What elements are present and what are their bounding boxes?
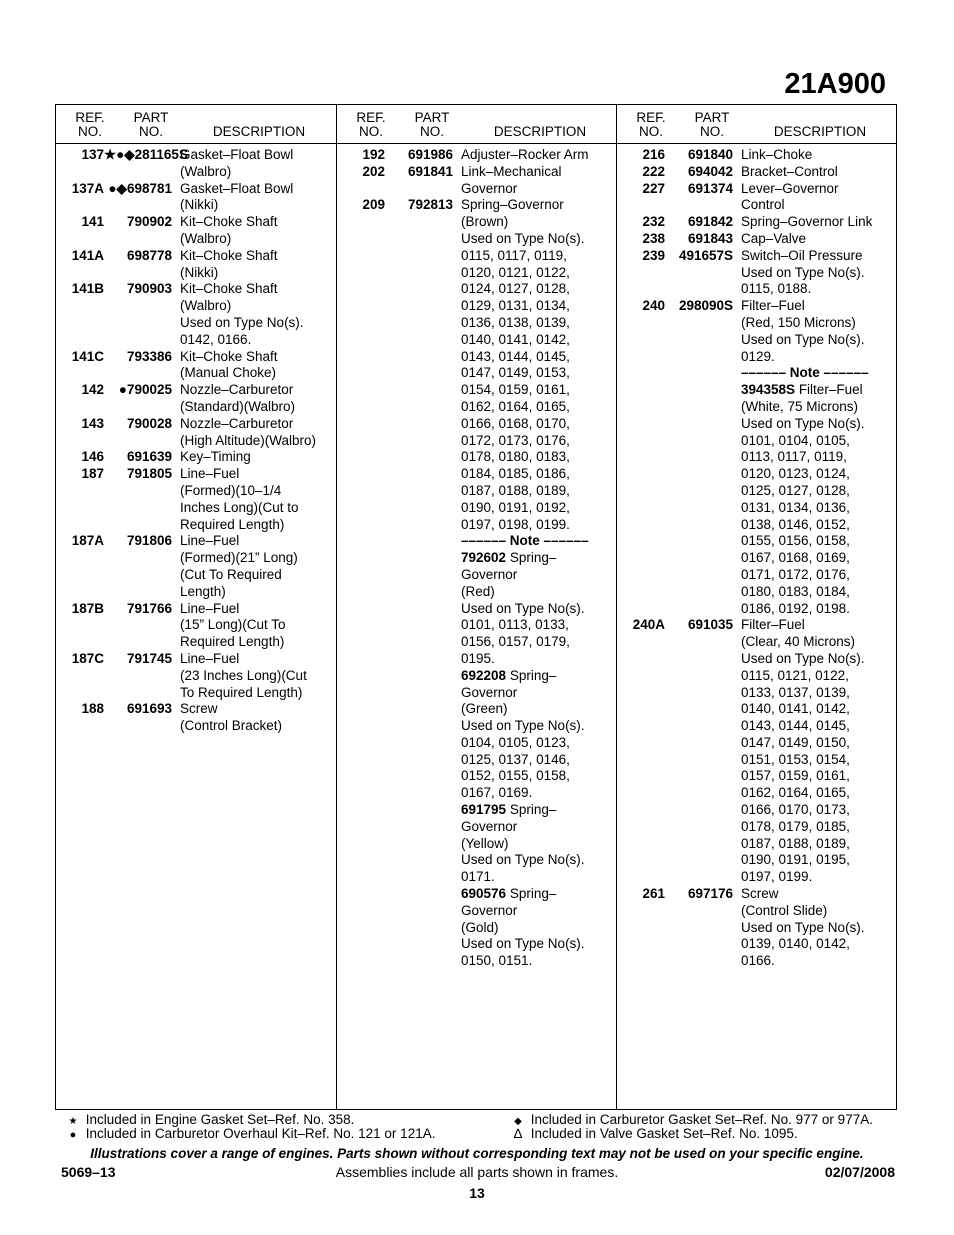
part-number: 691374 <box>687 180 733 196</box>
description-line: 0138, 0146, 0152, <box>741 516 850 532</box>
description-line: 0186, 0192, 0198. <box>741 600 850 616</box>
table-row <box>617 164 897 181</box>
part-number: 792813 <box>407 197 453 213</box>
table-row <box>56 449 336 466</box>
column-header <box>617 105 897 141</box>
part-description <box>741 617 891 886</box>
description-line: 0124, 0127, 0128, <box>461 281 570 297</box>
part-number: 691986 <box>407 147 453 162</box>
part-number: 691843 <box>687 230 733 246</box>
description-line: 0147, 0149, 0150, <box>741 734 850 750</box>
description-line: 690576 Spring– <box>461 886 557 902</box>
parts-column-2 <box>336 105 617 1109</box>
part-number: ●790025 <box>118 382 172 398</box>
description-line: 0187, 0188, 0189, <box>741 835 850 851</box>
diamond-icon: ◆ <box>514 1116 522 1127</box>
ref-number: 216 <box>642 147 665 162</box>
description-line: Used on Type No(s). <box>461 230 585 246</box>
ref-number: 141 <box>81 214 104 230</box>
description-line: Used on Type No(s). <box>461 600 585 616</box>
description-line: Used on Type No(s). <box>461 852 585 868</box>
part-number: 298090S <box>678 298 733 314</box>
description-line: (Walbro) <box>180 298 232 314</box>
description-line: 0197, 0199. <box>741 869 813 885</box>
description-line: (Manual Choke) <box>180 365 277 381</box>
description-line: 0156, 0157, 0179, <box>461 634 570 650</box>
description-line: 0115, 0121, 0122, <box>741 667 849 683</box>
table-row <box>56 466 336 533</box>
part-description <box>180 214 330 248</box>
description-line: (Green) <box>461 701 508 717</box>
footnote-text: Included in Carburetor Gasket Set–Ref. No. 977 or 977A. <box>530 1112 873 1127</box>
description-line: 0180, 0183, 0184, <box>741 583 850 599</box>
description-line: Line–Fuel <box>180 650 240 666</box>
description-line: 0184, 0185, 0186, <box>461 466 570 482</box>
parts-column-1 <box>56 105 336 1109</box>
description-line: To Required Length) <box>180 684 303 700</box>
ref-number: 146 <box>81 449 104 465</box>
table-row <box>617 214 897 231</box>
description-line: 0101, 0113, 0133, <box>461 617 569 633</box>
description-line: Screw <box>180 701 218 717</box>
part-number: 698778 <box>126 247 172 263</box>
table-row <box>617 231 897 248</box>
part-number: 691035 <box>687 617 733 633</box>
description-line: Switch–Oil Pressure <box>741 247 863 263</box>
description-line: 0115, 0117, 0119, <box>461 247 567 263</box>
description-line: Used on Type No(s). <box>741 415 865 431</box>
description-line: 0129, 0131, 0134, <box>461 298 570 314</box>
part-description <box>180 533 330 600</box>
description-line: (High Altitude)(Walbro) <box>180 432 317 448</box>
description-line: Length) <box>180 583 226 599</box>
part-number: 691693 <box>126 701 172 717</box>
part-description <box>180 651 330 701</box>
description-line: Used on Type No(s). <box>461 936 585 952</box>
description-line: Used on Type No(s). <box>741 264 865 280</box>
ref-header: REF. NO. <box>356 110 386 139</box>
footnote-dot <box>64 1126 435 1143</box>
description-line: 0115, 0188. <box>741 281 812 297</box>
part-description <box>180 147 330 181</box>
table-row <box>617 147 897 164</box>
description-line: 0190, 0191, 0192, <box>461 499 570 515</box>
description-line: Lever–Governor <box>741 180 839 196</box>
description-line: Link–Mechanical <box>461 163 562 179</box>
description-line: 0178, 0179, 0185, <box>741 818 850 834</box>
ref-number: 240A <box>632 617 665 633</box>
table-row <box>56 382 336 416</box>
column-header <box>337 105 617 141</box>
part-description <box>180 248 330 282</box>
description-line: (Standard)(Walbro) <box>180 398 296 414</box>
description-line: Used on Type No(s). <box>461 718 585 734</box>
description-line: 0195. <box>461 650 495 666</box>
description-line: 692208 Spring– <box>461 667 557 683</box>
description-line: 0172, 0173, 0176, <box>461 432 570 448</box>
description-line: Spring–Governor Link <box>741 214 873 230</box>
table-row <box>56 281 336 348</box>
part-number: 691842 <box>687 214 733 230</box>
part-number: 491657S <box>678 247 733 263</box>
description-line: 0113, 0117, 0119, <box>741 449 847 465</box>
ref-number: 187A <box>71 533 104 549</box>
part-description <box>741 164 891 181</box>
description-line: –––––– Note –––––– <box>461 533 589 549</box>
table-row <box>56 349 336 383</box>
description-line: (Control Bracket) <box>180 718 283 734</box>
ref-header: REF. NO. <box>75 110 105 139</box>
description-line: (23 Inches Long)(Cut <box>180 667 307 683</box>
description-line: 0162, 0164, 0165, <box>461 398 570 414</box>
description-line: Used on Type No(s). <box>741 650 865 666</box>
description-line: 0101, 0104, 0105, <box>741 432 850 448</box>
description-line: 691795 Spring– <box>461 802 557 818</box>
table-row <box>56 416 336 450</box>
description-line: (Brown) <box>461 214 509 230</box>
parts-rows <box>56 147 336 735</box>
table-row <box>337 147 617 164</box>
ref-number: 143 <box>81 415 104 431</box>
description-line: 0162, 0164, 0165, <box>741 785 850 801</box>
description-line: 0171, 0172, 0176, <box>741 566 850 582</box>
description-line: 0187, 0188, 0189, <box>461 482 570 498</box>
description-line: Line–Fuel <box>180 533 240 549</box>
description-line: Kit–Choke Shaft <box>180 281 278 297</box>
description-line: 0133, 0137, 0139, <box>741 684 850 700</box>
description-line: Governor <box>461 684 518 700</box>
description-line: Spring–Governor <box>461 197 564 213</box>
description-line: Gasket–Float Bowl <box>180 180 294 196</box>
description-line: 0104, 0105, 0123, <box>461 734 570 750</box>
ref-number: 232 <box>642 214 665 230</box>
ref-number: 239 <box>642 247 665 263</box>
ref-number: 137A <box>71 180 104 196</box>
part-description <box>741 248 891 298</box>
ref-number: 142 <box>81 382 104 398</box>
description-line: Gasket–Float Bowl <box>180 147 294 162</box>
description-line: (Clear, 40 Microns) <box>741 634 856 650</box>
description-line: (White, 75 Microns) <box>741 398 859 414</box>
ref-number: 187 <box>81 466 104 482</box>
description-line: 0152, 0155, 0158, <box>461 768 570 784</box>
ref-number: 137 <box>81 147 104 162</box>
part-description <box>741 886 891 970</box>
footnote-delta <box>509 1126 798 1141</box>
part-number: 791806 <box>126 533 172 549</box>
description-line: (Walbro) <box>180 163 232 179</box>
description-line: (Red, 150 Microns) <box>741 314 856 330</box>
part-description <box>180 449 330 466</box>
table-row <box>617 886 897 970</box>
description-line: (Yellow) <box>461 835 509 851</box>
description-line: (Formed)(21” Long) <box>180 550 298 566</box>
ref-number: 238 <box>642 230 665 246</box>
table-row <box>617 617 897 886</box>
description-line: Inches Long)(Cut to <box>180 499 299 515</box>
description-line: 792602 Spring– <box>461 550 557 566</box>
star-icon: ★ <box>68 1116 78 1127</box>
model-number: 21A900 <box>784 68 886 100</box>
description-line: 0129. <box>741 348 775 364</box>
description-line: 0197, 0198, 0199. <box>461 516 570 532</box>
part-number: 790903 <box>126 281 172 297</box>
table-row <box>56 181 336 215</box>
header-divider <box>56 143 336 144</box>
description-line: Screw <box>741 886 779 902</box>
description-line: Required Length) <box>180 634 285 650</box>
footnote-text: Included in Carburetor Overhaul Kit–Ref. No. 121 or 121A. <box>85 1126 436 1141</box>
ref-number: 192 <box>362 147 385 162</box>
description-line: Line–Fuel <box>180 466 240 482</box>
disclaimer: Illustrations cover a range of engines. Parts shown without corresponding text may not be used on your specific engine. <box>90 1146 864 1161</box>
parts-rows <box>337 147 617 970</box>
delta-icon: ∆ <box>513 1126 523 1141</box>
description-line: 0167, 0169. <box>461 785 533 801</box>
ref-number: 202 <box>362 163 385 179</box>
description-line: Kit–Choke Shaft <box>180 247 278 263</box>
description-line: 0120, 0121, 0122, <box>461 264 570 280</box>
description-line: 0151, 0153, 0154, <box>741 751 850 767</box>
description-line: 0155, 0156, 0158, <box>741 533 850 549</box>
description-line: 0140, 0141, 0142, <box>741 701 850 717</box>
description-line: 0147, 0149, 0153, <box>461 365 570 381</box>
part-header: PART NO. <box>133 110 169 139</box>
description-line: Link–Choke <box>741 147 813 162</box>
description-line: Nozzle–Carburetor <box>180 382 294 398</box>
description-header: DESCRIPTION <box>493 124 587 139</box>
description-line: Key–Timing <box>180 449 251 465</box>
part-description <box>180 281 330 348</box>
part-description <box>741 231 891 248</box>
part-number: 791766 <box>126 600 172 616</box>
footnote-text: Included in Engine Gasket Set–Ref. No. 358. <box>85 1112 355 1127</box>
description-line: Used on Type No(s). <box>741 919 865 935</box>
document-number: 5069–13 <box>61 1164 116 1180</box>
table-row <box>617 248 897 298</box>
part-number: 697176 <box>687 886 733 902</box>
description-line: (Control Slide) <box>741 902 828 918</box>
table-row <box>56 701 336 735</box>
header-divider <box>337 143 617 144</box>
description-line: 0142, 0166. <box>180 331 252 347</box>
ref-number: 188 <box>81 701 104 717</box>
table-row <box>337 164 617 198</box>
part-number: 793386 <box>126 348 172 364</box>
description-line: 0190, 0191, 0195, <box>741 852 850 868</box>
description-line: Used on Type No(s). <box>180 314 304 330</box>
part-description <box>461 147 611 164</box>
table-row <box>56 651 336 701</box>
description-line: (15” Long)(Cut To <box>180 617 286 633</box>
description-line: 0178, 0180, 0183, <box>461 449 570 465</box>
description-line: Governor <box>461 566 518 582</box>
part-number: 694042 <box>687 163 733 179</box>
part-description <box>180 349 330 383</box>
table-row <box>56 248 336 282</box>
description-line: 0131, 0134, 0136, <box>741 499 850 515</box>
assemblies-note: Assemblies include all parts shown in frames. <box>335 1164 619 1180</box>
description-line: Required Length) <box>180 516 285 532</box>
description-line: (Cut To Required <box>180 566 282 582</box>
part-description <box>461 197 611 970</box>
description-line: Used on Type No(s). <box>741 331 865 347</box>
table-row <box>56 147 336 181</box>
part-description <box>180 466 330 533</box>
part-description <box>180 181 330 215</box>
description-line: 0171. <box>461 869 495 885</box>
description-line: 0140, 0141, 0142, <box>461 331 570 347</box>
ref-number: 187B <box>71 600 104 616</box>
ref-number: 187C <box>71 650 104 666</box>
part-header: PART NO. <box>694 110 730 139</box>
description-line: 0120, 0123, 0124, <box>741 466 850 482</box>
table-row <box>56 533 336 600</box>
part-number: ★●◆281165S <box>104 147 188 162</box>
description-line: 394358S Filter–Fuel <box>741 382 863 398</box>
ref-number: 141C <box>71 348 104 364</box>
description-line: Kit–Choke Shaft <box>180 348 278 364</box>
part-description <box>180 701 330 735</box>
table-row <box>56 601 336 651</box>
table-row <box>617 298 897 617</box>
part-description <box>741 214 891 231</box>
description-line: Nozzle–Carburetor <box>180 415 294 431</box>
description-line: Filter–Fuel <box>741 617 805 633</box>
description-line: Governor <box>461 902 518 918</box>
ref-number: 141A <box>71 247 104 263</box>
part-description <box>741 147 891 164</box>
part-description <box>180 601 330 651</box>
dot-icon: ● <box>69 1129 77 1141</box>
ref-number: 240 <box>642 298 665 314</box>
description-line: 0166, 0168, 0170, <box>461 415 570 431</box>
column-header <box>56 105 336 141</box>
part-number: 791805 <box>126 466 172 482</box>
ref-number: 209 <box>362 197 385 213</box>
parts-table <box>55 104 897 1110</box>
ref-number: 222 <box>642 163 665 179</box>
description-line: 0136, 0138, 0139, <box>461 314 570 330</box>
table-row <box>56 214 336 248</box>
page-number: 13 <box>469 1185 485 1201</box>
description-line: Bracket–Control <box>741 163 838 179</box>
description-line: (Formed)(10–1/4 <box>180 482 282 498</box>
description-line: Governor <box>461 180 518 196</box>
description-line: 0154, 0159, 0161, <box>461 382 570 398</box>
ref-header: REF. NO. <box>636 110 666 139</box>
part-number: 790028 <box>126 415 172 431</box>
table-row <box>617 181 897 215</box>
part-header: PART NO. <box>414 110 450 139</box>
parts-rows <box>617 147 897 970</box>
table-row <box>337 197 617 970</box>
part-number: ●◆698781 <box>108 180 172 196</box>
description-line: 0125, 0137, 0146, <box>461 751 570 767</box>
part-number: 691841 <box>407 163 453 179</box>
description-line: (Gold) <box>461 919 499 935</box>
part-number: 691639 <box>126 449 172 465</box>
description-line: Control <box>741 197 785 213</box>
description-line: (Walbro) <box>180 230 232 246</box>
description-line: 0143, 0144, 0145, <box>741 718 850 734</box>
date: 02/07/2008 <box>824 1164 895 1180</box>
part-description <box>180 416 330 450</box>
description-line: Governor <box>461 818 518 834</box>
description-line: Filter–Fuel <box>741 298 805 314</box>
description-line: –––––– Note –––––– <box>741 365 869 381</box>
parts-column-3 <box>616 105 897 1109</box>
description-line: Adjuster–Rocker Arm <box>461 147 589 162</box>
description-line: 0157, 0159, 0161, <box>741 768 850 784</box>
footnote-text: Included in Valve Gasket Set–Ref. No. 1095. <box>530 1126 798 1141</box>
description-line: 0166, 0170, 0173, <box>741 802 850 818</box>
description-line: (Red) <box>461 583 495 599</box>
part-description <box>741 298 891 617</box>
part-description <box>461 164 611 198</box>
ref-number: 261 <box>642 886 665 902</box>
description-line: Cap–Valve <box>741 230 807 246</box>
part-number: 790902 <box>126 214 172 230</box>
description-line: Kit–Choke Shaft <box>180 214 278 230</box>
part-description <box>180 382 330 416</box>
description-line: 0125, 0127, 0128, <box>741 482 850 498</box>
part-description <box>741 181 891 215</box>
description-line: 0167, 0168, 0169, <box>741 550 850 566</box>
description-line: (Nikki) <box>180 264 219 280</box>
ref-number: 141B <box>71 281 104 297</box>
description-line: (Nikki) <box>180 197 219 213</box>
description-line: Line–Fuel <box>180 600 240 616</box>
part-number: 691840 <box>687 147 733 162</box>
description-line: 0150, 0151. <box>461 953 533 969</box>
description-line: 0139, 0140, 0142, <box>741 936 850 952</box>
description-line: 0166. <box>741 953 775 969</box>
part-number: 791745 <box>126 650 172 666</box>
description-header: DESCRIPTION <box>773 124 867 139</box>
ref-number: 227 <box>642 180 665 196</box>
description-header: DESCRIPTION <box>212 124 306 139</box>
header-divider <box>617 143 897 144</box>
description-line: 0143, 0144, 0145, <box>461 348 570 364</box>
